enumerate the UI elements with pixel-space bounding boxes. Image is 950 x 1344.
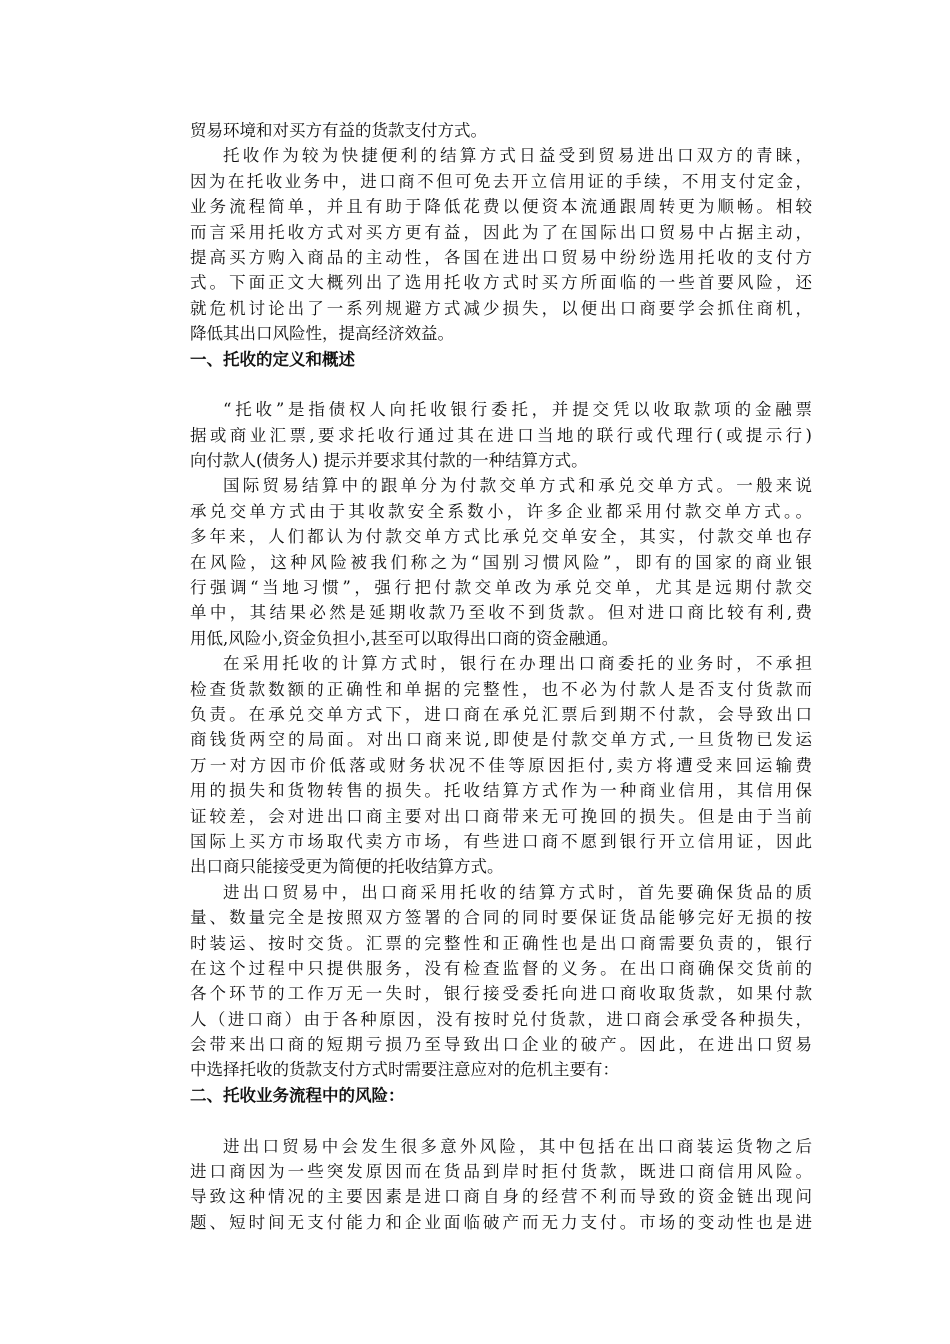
text-line: 行强调“当地习惯”，强行把付款交单改为承兑交单，尤其是远期付款交 [190,578,812,598]
text-line: 在风险，这种风险被我们称之为“国别习惯风险”，即有的国家的商业银 [190,552,812,572]
text-line: 时装运、按时交货。汇票的完整性和正确性也是出口商需要负责的，银行 [190,933,812,953]
text-line: 题、短时间无支付能力和企业面临破产而无力支付。市场的变动性也是进 [190,1212,812,1232]
paragraph-1 [190,143,812,346]
paragraph-0 [190,118,812,143]
paragraph-4 [190,651,812,880]
text-line: “托收”是指债权人向托收银行委托，并提交凭以收取款项的金融票 [223,400,812,420]
text-line: 承兑交单方式由于其收款安全系数小，许多企业都采用付款交单方式。。 [190,501,812,521]
text-line: 多年来，人们都认为付款交单方式比承兑交单安全，其实，付款交单也存 [190,527,812,547]
text-line: 业务流程简单，并且有助于降低花费以便资本流通跟周转更为顺畅。相较 [190,197,812,217]
text-line: 人（进口商）由于各种原因，没有按时兑付货款，进口商会承受各种损失， [190,1009,812,1029]
text-line: 用的损失和货物转售的损失。托收结算方式作为一种商业信用，其信用保 [190,781,812,801]
text-line: 式。下面正文大概列出了选用托收方式时买方所面临的一些首要风险，还 [190,273,812,293]
text-line: 向付款人(债务人) 提示并要求其付款的一种结算方式。 [190,451,588,471]
text-line: 进口商因为一些突发原因而在货品到岸时拒付货款，既进口商信用风险。 [190,1162,812,1182]
text-line: 国际贸易结算中的跟单分为付款交单方式和承兑交单方式。一般来说 [223,476,812,496]
document-page [190,118,812,1235]
text-line: 托收作为较为快捷便利的结算方式日益受到贸易进出口双方的青睐， [223,146,812,166]
text-line: 进出口贸易中会发生很多意外风险，其中包括在出口商装运货物之后 [223,1136,812,1156]
paragraph-5 [190,880,812,1083]
blank-line [190,1108,812,1133]
text-line: 在采用托收的计算方式时，银行在办理出口商委托的业务时，不承担 [223,654,812,674]
text-line: 会带来出口商的短期亏损乃至导致出口企业的破产。因此，在进出口贸易 [190,1035,812,1055]
section-heading-1: 一、托收的定义和概述 [190,349,355,369]
text-line: 提高买方购入商品的主动性，各国在进出口贸易中纷纷选用托收的支付方 [190,247,812,267]
section-heading-2: 二、托收业务流程中的风险： [190,1085,405,1105]
text-line: 而言采用托收方式对买方更有益，因此为了在国际出口贸易中占据主动， [190,222,812,242]
text-line: 降低其出口风险性，提高经济效益。 [190,324,454,344]
paragraph-6 [190,1134,812,1236]
text-line: 据或商业汇票,要求托收行通过其在进口当地的联行或代理行(或提示行) [190,425,812,445]
text-line: 商钱货两空的局面。对出口商来说,即使是付款交单方式,一旦货物已发运 [190,730,812,750]
text-line: 进出口贸易中，出口商采用托收的结算方式时，首先要确保货品的质 [223,882,812,902]
text-line: 出口商只能接受更为简便的托收结算方式。 [190,857,504,877]
text-line: 万一对方因市价低落或财务状况不佳等原因拒付,卖方将遭受来回运输费 [190,755,812,775]
text-line: 因为在托收业务中，进口商不但可免去开立信用证的手续，不用支付定金， [190,171,812,191]
text-line: 单中，其结果必然是延期收款乃至收不到货款。但对进口商比较有利,费 [190,603,812,623]
text-line: 贸易环境和对买方有益的货款支付方式。 [190,121,487,140]
text-line: 用低,风险小,资金负担小,甚至可以取得出口商的资金融通。 [190,628,619,648]
paragraph-2 [190,397,812,473]
text-line: 在这个过程中只提供服务，没有检查监督的义务。在出口商确保交货前的 [190,958,812,978]
text-line: 国际上买方市场取代卖方市场，有些进口商不愿到银行开立信用证，因此 [190,831,812,851]
text-line: 检查货款数额的正确性和单据的完整性，也不必为付款人是否支付货款而 [190,679,812,699]
text-line: 负责。在承兑交单方式下，进口商在承兑汇票后到期不付款，会导致出口 [190,704,812,724]
paragraph-3 [190,473,812,651]
text-line: 中选择托收的货款支付方式时需要注意应对的危机主要有： [190,1060,619,1080]
text-line: 证较差，会对进出口商主要对出口商带来无可挽回的损失。但是由于当前 [190,806,812,826]
blank-line [190,372,812,397]
text-line: 就危机讨论出了一系列规避方式减少损失，以便出口商要学会抓住商机， [190,298,812,318]
text-line: 各个环节的工作万无一失时，银行接受委托向进口商收取货款，如果付款 [190,984,812,1004]
text-line: 导致这种情况的主要因素是进口商自身的经营不利而导致的资金链出现问 [190,1187,812,1207]
text-line: 量、数量完全是按照双方签署的合同的同时要保证货品能够完好无损的按 [190,908,812,928]
